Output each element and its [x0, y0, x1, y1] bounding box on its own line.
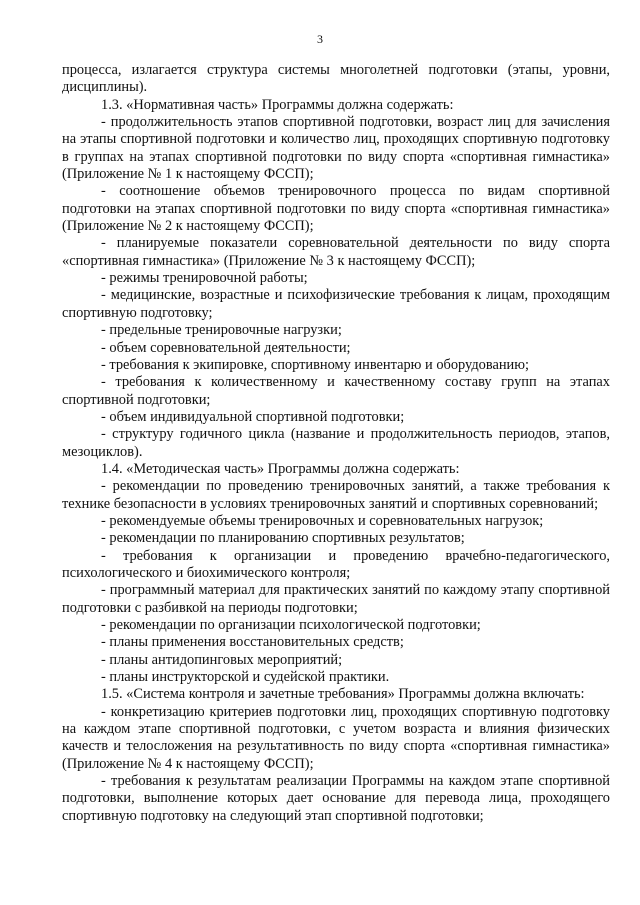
list-item: - объем соревновательной деятельности;: [101, 339, 351, 356]
page-number: 3: [317, 32, 323, 46]
list-item: - программный материал для практических занятий по каждому этапу спортивной подготовки с разбивкой на периоды подготовки;: [62, 582, 610, 616]
list-item: - продолжительность этапов спортивной подготовки, возраст лиц для зачисления на этапы спортивной подготовки и количество лиц, проходящих спортивную подготовку в группах на этапах спортивной подготовки по виду спорта «спортивная гимнастика» (Приложение № 1 к настоящему ФССП);: [62, 114, 610, 183]
list-item: - режимы тренировочной работы;: [101, 270, 308, 287]
list-item: - рекомендации по планированию спортивных результатов;: [101, 530, 465, 547]
list-item: - соотношение объемов тренировочного процесса по видам спортивной подготовки на этапах спортивной подготовки по виду спорта «спортивная гимнастика» (Приложение № 2 к настоящему ФССП);: [62, 183, 610, 235]
list-item: - структуру годичного цикла (название и продолжительность периодов, этапов, мезоциклов).: [62, 426, 610, 460]
list-item: - объем индивидуальной спортивной подготовки;: [101, 408, 405, 425]
section-heading-1-4: 1.4. «Методическая часть» Программы должна содержать:: [101, 460, 460, 477]
section-heading-1-3: 1.3. «Нормативная часть» Программы должна содержать:: [101, 96, 454, 113]
list-item: - рекомендации по проведению тренировочных занятий, а также требования к технике безопасности в условиях тренировочных занятий и спортивных соревнований;: [62, 478, 610, 512]
list-item: - рекомендуемые объемы тренировочных и соревновательных нагрузок;: [101, 512, 544, 529]
list-item: - планы инструкторской и судейской практики.: [101, 669, 390, 686]
list-item: - требования к результатам реализации Программы на каждом этапе спортивной подготовки, выполнение которых дает основание для перевода лица, проходящего спортивную подготовку на следующий этап спортивной подготовки;: [62, 773, 610, 824]
list-item: - конкретизацию критериев подготовки лиц, проходящих спортивную подготовку на каждом этапе спортивной подготовки, с учетом возраста и влияния физических качеств и телосложения на результативность по виду спорта «спортивная гимнастика» (Приложение № 4 к настоящему ФССП);: [62, 703, 610, 772]
paragraph-continuation: процесса, излагается структура системы многолетней подготовки (этапы, уровни, дисциплины).: [62, 62, 610, 96]
list-item: - предельные тренировочные нагрузки;: [101, 322, 342, 339]
list-item: - требования к количественному и качественному составу групп на этапах спортивной подготовки;: [62, 374, 610, 408]
document-body: [62, 62, 610, 825]
list-item: - рекомендации по организации психологической подготовки;: [101, 617, 481, 633]
list-item: - планы антидопинговых мероприятий;: [101, 651, 343, 668]
list-item: - требования к экипировке, спортивному инвентарю и оборудованию;: [101, 356, 529, 373]
list-item: - медицинские, возрастные и психофизические требования к лицам, проходящим спортивную подготовку;: [62, 287, 610, 321]
list-item: - планируемые показатели соревновательной деятельности по виду спорта «спортивная гимнастика» (Приложение № 3 к настоящему ФССП);: [62, 235, 610, 269]
section-heading-1-5: 1.5. «Система контроля и зачетные требования» Программы должна включать:: [101, 686, 585, 703]
list-item: - требования к организации и проведению врачебно-педагогического, психологического и биохимического контроля;: [62, 547, 610, 581]
list-item: - планы применения восстановительных средств;: [101, 634, 404, 651]
